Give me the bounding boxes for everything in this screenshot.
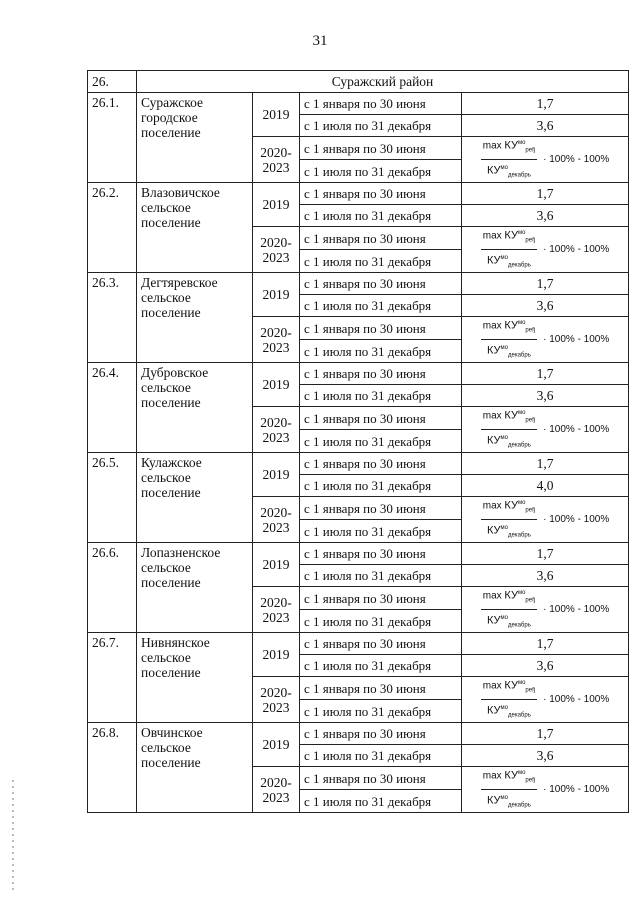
formula-cell xyxy=(462,227,629,273)
year-2019: 2019 xyxy=(253,363,300,407)
period-first-half: с 1 января по 30 июня xyxy=(300,183,462,205)
settlement-name: Нивнянское сельское поселение xyxy=(137,633,253,723)
table-row xyxy=(88,363,629,385)
period-first-half: с 1 января по 30 июня xyxy=(300,677,462,700)
row-number: 26.3. xyxy=(88,273,137,363)
index-value: 3,6 xyxy=(462,565,629,587)
formula-cell xyxy=(462,317,629,363)
year-range: 2020-2023 xyxy=(253,317,300,363)
period-second-half: с 1 июля по 31 декабря xyxy=(300,520,462,543)
index-value: 3,6 xyxy=(462,655,629,677)
table-row xyxy=(88,633,629,655)
index-value: 4,0 xyxy=(462,475,629,497)
period-first-half: с 1 января по 30 июня xyxy=(300,497,462,520)
period-first-half: с 1 января по 30 июня xyxy=(300,227,462,250)
period-second-half: с 1 июля по 31 декабря xyxy=(300,565,462,587)
row-number: 26.8. xyxy=(88,723,137,813)
index-value: 3,6 xyxy=(462,205,629,227)
table-row xyxy=(88,183,629,205)
formula-cell xyxy=(462,137,629,183)
period-first-half: с 1 января по 30 июня xyxy=(300,453,462,475)
index-formula: $\frac{\max КУ^{мо}_{реfj}}{КУ^{мо}_{декабрь}}$ · 100% - 100% xyxy=(466,679,624,721)
year-range: 2020-2023 xyxy=(253,407,300,453)
table-row xyxy=(88,273,629,295)
period-first-half: с 1 января по 30 июня xyxy=(300,767,462,790)
year-range: 2020-2023 xyxy=(253,137,300,183)
period-first-half: с 1 января по 30 июня xyxy=(300,543,462,565)
period-second-half: с 1 июля по 31 декабря xyxy=(300,250,462,273)
index-value: 1,7 xyxy=(462,273,629,295)
index-value: 1,7 xyxy=(462,453,629,475)
region-title: Суражский район xyxy=(137,71,629,93)
period-first-half: с 1 января по 30 июня xyxy=(300,317,462,340)
index-formula: $\frac{\max КУ^{мо}_{реfj}}{КУ^{мо}_{декабрь}}$ · 100% - 100% xyxy=(466,499,624,541)
row-number: 26.5. xyxy=(88,453,137,543)
settlement-name: Дегтяревское сельское поселение xyxy=(137,273,253,363)
index-value: 1,7 xyxy=(462,363,629,385)
year-2019: 2019 xyxy=(253,723,300,767)
table-row xyxy=(88,93,629,115)
year-range: 2020-2023 xyxy=(253,677,300,723)
index-value: 3,6 xyxy=(462,295,629,317)
row-number: 26.6. xyxy=(88,543,137,633)
formula-cell xyxy=(462,497,629,543)
period-first-half: с 1 января по 30 июня xyxy=(300,93,462,115)
period-first-half: с 1 января по 30 июня xyxy=(300,407,462,430)
year-2019: 2019 xyxy=(253,633,300,677)
index-formula: $\frac{\max КУ^{мо}_{реfj}}{КУ^{мо}_{декабрь}}$ · 100% - 100% xyxy=(466,409,624,451)
period-first-half: с 1 января по 30 июня xyxy=(300,723,462,745)
row-number: 26.4. xyxy=(88,363,137,453)
period-second-half: с 1 июля по 31 декабря xyxy=(300,295,462,317)
index-formula: $\frac{\max КУ^{мо}_{реfj}}{КУ^{мо}_{декабрь}}$ · 100% - 100% xyxy=(466,769,624,811)
period-second-half: с 1 июля по 31 декабря xyxy=(300,115,462,137)
formula-cell xyxy=(462,407,629,453)
table-header-row xyxy=(88,71,629,93)
year-2019: 2019 xyxy=(253,93,300,137)
scan-margin-marks xyxy=(12,780,14,890)
period-first-half: с 1 января по 30 июня xyxy=(300,363,462,385)
settlement-name: Влазовичское сельское поселение xyxy=(137,183,253,273)
index-formula: $\frac{\max КУ^{мо}_{реfj}}{КУ^{мо}_{декабрь}}$ · 100% - 100% xyxy=(466,139,624,181)
year-range: 2020-2023 xyxy=(253,497,300,543)
period-second-half: с 1 июля по 31 декабря xyxy=(300,340,462,363)
index-value: 1,7 xyxy=(462,183,629,205)
period-first-half: с 1 января по 30 июня xyxy=(300,633,462,655)
year-range: 2020-2023 xyxy=(253,767,300,813)
settlement-name: Кулажское сельское поселение xyxy=(137,453,253,543)
index-formula: $\frac{\max КУ^{мо}_{реfj}}{КУ^{мо}_{декабрь}}$ · 100% - 100% xyxy=(466,589,624,631)
index-value: 1,7 xyxy=(462,633,629,655)
period-first-half: с 1 января по 30 июня xyxy=(300,587,462,610)
period-second-half: с 1 июля по 31 декабря xyxy=(300,475,462,497)
row-number: 26.7. xyxy=(88,633,137,723)
table-row xyxy=(88,543,629,565)
table-row xyxy=(88,723,629,745)
year-range: 2020-2023 xyxy=(253,227,300,273)
settlement-name: Суражское городское поселение xyxy=(137,93,253,183)
formula-cell xyxy=(462,767,629,813)
table-row xyxy=(88,453,629,475)
period-second-half: с 1 июля по 31 декабря xyxy=(300,610,462,633)
tariff-table xyxy=(87,70,629,813)
year-2019: 2019 xyxy=(253,273,300,317)
index-value: 1,7 xyxy=(462,93,629,115)
year-range: 2020-2023 xyxy=(253,587,300,633)
settlement-name: Овчинское сельское поселение xyxy=(137,723,253,813)
index-value: 3,6 xyxy=(462,385,629,407)
formula-cell xyxy=(462,677,629,723)
period-second-half: с 1 июля по 31 декабря xyxy=(300,385,462,407)
index-value: 3,6 xyxy=(462,115,629,137)
settlement-name: Дубровское сельское поселение xyxy=(137,363,253,453)
year-2019: 2019 xyxy=(253,183,300,227)
index-formula: $\frac{\max КУ^{мо}_{реfj}}{КУ^{мо}_{декабрь}}$ · 100% - 100% xyxy=(466,229,624,271)
region-number: 26. xyxy=(88,71,137,93)
period-second-half: с 1 июля по 31 декабря xyxy=(300,205,462,227)
period-second-half: с 1 июля по 31 декабря xyxy=(300,430,462,453)
period-second-half: с 1 июля по 31 декабря xyxy=(300,745,462,767)
row-number: 26.1. xyxy=(88,93,137,183)
index-value: 1,7 xyxy=(462,543,629,565)
period-second-half: с 1 июля по 31 декабря xyxy=(300,655,462,677)
period-second-half: с 1 июля по 31 декабря xyxy=(300,160,462,183)
index-value: 1,7 xyxy=(462,723,629,745)
year-2019: 2019 xyxy=(253,453,300,497)
page-number: 31 xyxy=(312,33,328,49)
row-number: 26.2. xyxy=(88,183,137,273)
year-2019: 2019 xyxy=(253,543,300,587)
index-value: 3,6 xyxy=(462,745,629,767)
settlement-name: Лопазненское сельское поселение xyxy=(137,543,253,633)
index-formula: $\frac{\max КУ^{мо}_{реfj}}{КУ^{мо}_{декабрь}}$ · 100% - 100% xyxy=(466,319,624,361)
period-first-half: с 1 января по 30 июня xyxy=(300,273,462,295)
period-first-half: с 1 января по 30 июня xyxy=(300,137,462,160)
period-second-half: с 1 июля по 31 декабря xyxy=(300,700,462,723)
period-second-half: с 1 июля по 31 декабря xyxy=(300,790,462,813)
formula-cell xyxy=(462,587,629,633)
